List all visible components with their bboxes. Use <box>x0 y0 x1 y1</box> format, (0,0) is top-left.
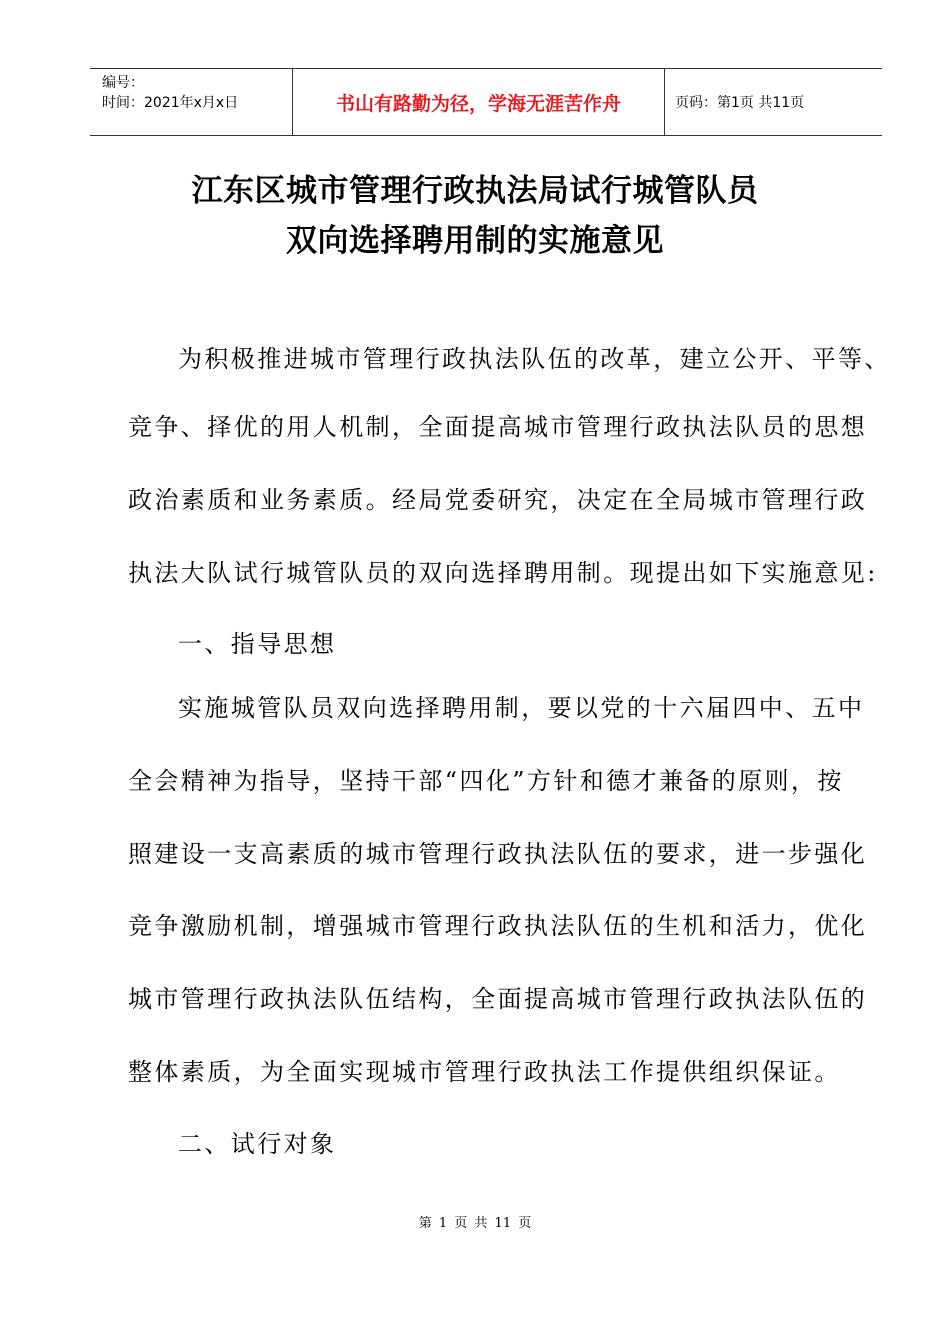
section-heading: 一、指导思想 <box>178 630 337 658</box>
header-page-info: 页码：第1页 共11页 <box>675 95 805 111</box>
paragraph-line: 竞争、择优的用人机制，全面提高城市管理行政执法队员的思想 <box>128 413 868 441</box>
paragraph-line: 实施城管队员双向选择聘用制，要以党的十六届四中、五中 <box>178 694 865 722</box>
paragraph-line: 政治素质和业务素质。经局党委研究，决定在全局城市管理行政 <box>128 486 868 514</box>
paragraph-line: 全会精神为指导，坚持干部“四化”方针和德才兼备的原则，按 <box>128 767 844 795</box>
header-motto: 书山有路勤为径，学海无涯苦作舟 <box>335 92 621 115</box>
document-number-label: 编号： <box>102 75 144 91</box>
paragraph-line: 照建设一支高素质的城市管理行政执法队伍的要求，进一步强化 <box>128 840 868 868</box>
paragraph-line: 执法大队试行城管队员的双向选择聘用制。现提出如下实施意见: <box>128 559 878 587</box>
paragraph-line: 整体素质，为全面实现城市管理行政执法工作提供组织保证。 <box>128 1058 841 1086</box>
header-page-cell <box>665 69 882 135</box>
header-meta-cell <box>90 69 293 135</box>
paragraph-line: 为积极推进城市管理行政执法队伍的改革，建立公开、平等、 <box>178 345 891 373</box>
document-title-line-1: 江东区城市管理行政执法局试行城管队员 <box>191 173 759 209</box>
header-motto-cell <box>293 69 665 135</box>
header-table <box>90 68 882 136</box>
document-title-line-2: 双向选择聘用制的实施意见 <box>286 223 664 259</box>
section-heading: 二、试行对象 <box>178 1130 337 1158</box>
document-time-label: 时间：2021年x月x日 <box>102 95 239 111</box>
paragraph-line: 竞争激励机制，增强城市管理行政执法队伍的生机和活力，优化 <box>128 912 868 940</box>
paragraph-line: 城市管理行政执法队伍结构，全面提高城市管理行政执法队伍的 <box>128 985 868 1013</box>
page-footer: 第 1 页 共 11 页 <box>418 1216 532 1231</box>
